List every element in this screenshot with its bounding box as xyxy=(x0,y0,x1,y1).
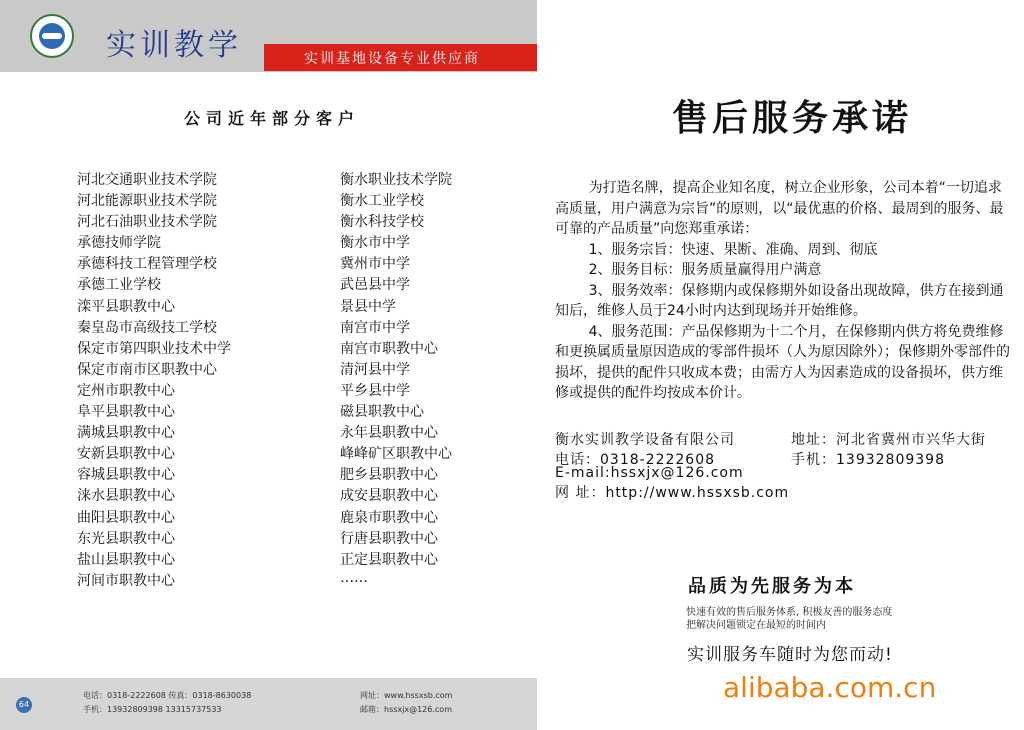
company-phone: 电话：0318-2222608 xyxy=(555,452,716,468)
clients-list-left xyxy=(77,169,231,591)
footer-website: 网址：www.hssxsb.com xyxy=(360,691,453,700)
list-item: 阜平县职教中心 xyxy=(77,404,175,421)
list-item: 安新县职教中心 xyxy=(77,446,175,463)
list-item: 成安县职教中心 xyxy=(340,488,438,505)
company-name: 衡水实训教学设备有限公司 xyxy=(555,432,735,448)
list-item: 滦平县职教中心 xyxy=(77,298,175,315)
list-item: 衡水市中学 xyxy=(340,235,410,252)
supplier-banner-text: 实训基地设备专业供应商 xyxy=(304,51,480,67)
company-website: 网 址：http://www.hssxsb.com xyxy=(555,485,790,501)
service-item: 2、服务目标：服务质量赢得用户满意 xyxy=(588,262,822,278)
list-item: 景县中学 xyxy=(340,298,396,315)
clients-title: 公司近年部分客户 xyxy=(184,109,361,128)
list-item: 保定市南市区职教中心 xyxy=(77,361,217,378)
list-item: 满城县职教中心 xyxy=(77,425,175,442)
footer-mobile: 手机：13932809398 13315737533 xyxy=(83,705,222,714)
service-title: 售后服务承诺 xyxy=(672,97,913,139)
list-item: 秦皇岛市高级技工学校 xyxy=(77,319,217,336)
list-item: 衡水工业学校 xyxy=(340,193,424,210)
list-item: 保定市第四职业技术中学 xyxy=(77,340,231,357)
service-item: 4、服务范围：产品保修期为十二个月，在保修期内供方将免费维修和更换属质量原因造成的零部件损坏（人为原因除外）；保修期外零部件的损坏，提供的配件只收成本费；由需方人为因素造成的设备损坏，供方维修或提供的配件均按成本价计。 xyxy=(555,323,1010,401)
list-item: 承德技师学院 xyxy=(77,235,161,252)
company-logo-icon xyxy=(30,14,74,58)
list-item: 承德科技工程管理学校 xyxy=(77,256,217,273)
list-item: 曲阳县职教中心 xyxy=(77,509,175,526)
list-item: 河北石油职业技术学院 xyxy=(77,214,217,231)
list-item: 河北能源职业技术学院 xyxy=(77,193,217,210)
service-slogan: 实训服务车随时为您而动! xyxy=(687,645,893,665)
company-mobile: 手机：13932809398 xyxy=(791,452,945,468)
watermark: alibaba.com.cn xyxy=(723,671,937,704)
supplier-banner xyxy=(264,44,537,71)
list-item: 河北交通职业技术学院 xyxy=(77,172,217,188)
list-item: 盐山县职教中心 xyxy=(77,551,175,568)
list-item: 河间市职教中心 xyxy=(77,572,175,589)
service-item: 1、服务宗旨：快速、果断、准确、周到、彻底 xyxy=(588,241,878,258)
quality-slogan: 品质为先服务为本 xyxy=(688,576,856,597)
service-tagline-2: 把解决问题锁定在最短的时间内 xyxy=(686,620,826,631)
list-item: 清河县中学 xyxy=(340,361,410,378)
company-address: 地址：河北省冀州市兴华大街 xyxy=(791,432,986,448)
list-item: 武邑县中学 xyxy=(340,277,410,294)
company-email: E-mail:hssxjx@126.com xyxy=(555,465,744,481)
list-item: 行唐县职教中心 xyxy=(340,530,438,547)
footer-email: 邮箱：hssxjx@126.com xyxy=(360,705,452,714)
list-item: 衡水科技学校 xyxy=(340,214,424,231)
list-item: 正定县职教中心 xyxy=(340,551,438,568)
list-item: 平乡县中学 xyxy=(340,382,410,399)
brand-title: 实训教学 xyxy=(106,28,242,63)
list-item: 南宫市职教中心 xyxy=(340,340,438,357)
list-item: 鹿泉市职教中心 xyxy=(340,509,438,526)
list-item: 容城县职教中心 xyxy=(77,467,175,484)
service-promise xyxy=(555,178,1015,404)
list-item: 肥乡县职教中心 xyxy=(340,467,438,484)
list-item: 衡水职业技术学院 xyxy=(340,172,452,188)
list-item: 永年县职教中心 xyxy=(340,425,438,442)
clients-list-right xyxy=(340,169,452,591)
service-item: 3、服务效率：保修期内或保修期外如设备出现故障，供方在接到通知后，维修人员于24小时内达到现场并开始维修。 xyxy=(555,282,1004,319)
list-item: 涞水县职教中心 xyxy=(77,488,175,505)
list-item: 峰峰矿区职教中心 xyxy=(340,446,452,463)
list-item: …… xyxy=(340,569,368,586)
list-item: 磁县职教中心 xyxy=(340,404,424,421)
page-number: 64 xyxy=(16,697,32,713)
list-item: 冀州市中学 xyxy=(340,256,410,273)
service-intro: 为打造名牌，提高企业知名度，树立企业形象，公司本着“一切追求高质量，用户满意为宗旨”的原则，以“最优惠的价格、最周到的服务、最可靠的产品质量”向您郑重承诺： xyxy=(555,180,1004,237)
list-item: 承德工业学校 xyxy=(77,277,161,294)
footer-phone: 电话：0318-2222608 传真：0318-8630038 xyxy=(83,691,252,700)
service-tagline-1: 快速有效的售后服务体系, 积极友善的服务态度 xyxy=(686,607,893,618)
footer-bar xyxy=(0,678,537,730)
list-item: 东光县职教中心 xyxy=(77,530,175,547)
list-item: 南宫市中学 xyxy=(340,319,410,336)
list-item: 定州市职教中心 xyxy=(77,382,175,399)
